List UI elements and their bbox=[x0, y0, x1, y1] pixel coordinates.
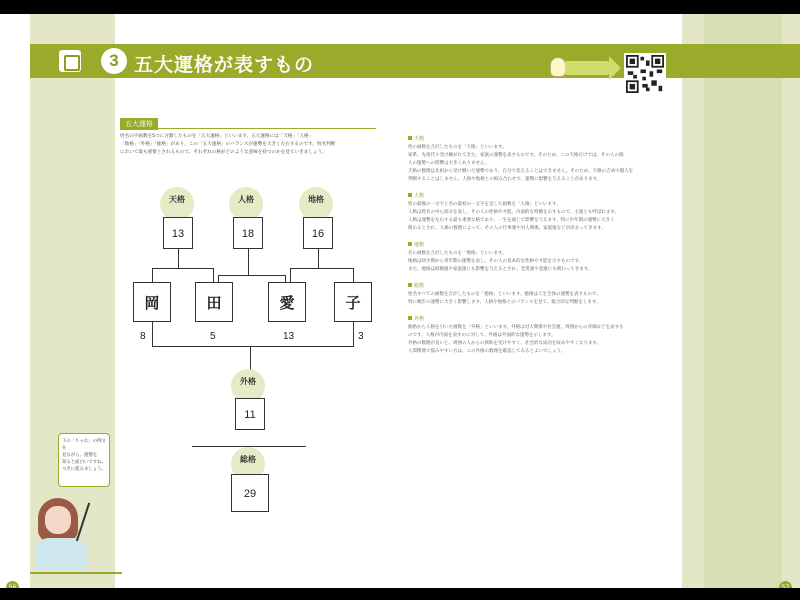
paragraph-line: 天格の数理は先祖から受け継いだ運勢であり、自分で変えることはできません。そのため、天格の吉凶で個人を bbox=[408, 169, 634, 174]
earth-value: 16 bbox=[303, 217, 333, 249]
lightbulb-icon bbox=[550, 57, 566, 77]
label-earth: 地格 bbox=[299, 187, 333, 221]
text-section bbox=[408, 241, 666, 274]
bubble-line: 下の「ちゃお」の例文を bbox=[62, 439, 106, 451]
connector bbox=[318, 249, 319, 268]
connector bbox=[290, 268, 291, 282]
teacher-face bbox=[45, 506, 71, 534]
paragraph-line: 姓の画数を合計したものを「天格」といいます。 bbox=[408, 145, 507, 150]
connector bbox=[353, 322, 354, 346]
connector bbox=[178, 249, 179, 268]
paragraph-line: 名の画数を合計したものを「地格」といいます。 bbox=[408, 251, 507, 256]
heaven-value: 13 bbox=[163, 217, 193, 249]
speech-bubble bbox=[58, 433, 110, 487]
connector bbox=[152, 346, 354, 347]
section-label: 五大運格 bbox=[120, 118, 158, 130]
bottom-rule bbox=[30, 572, 122, 574]
name-char-box: 岡 bbox=[133, 282, 171, 322]
chapter-icon bbox=[59, 50, 81, 72]
paragraph-line: のです。人格が内面を表すのに対して、外格は外面的な運勢を示します。 bbox=[408, 333, 556, 338]
section-number: 3 bbox=[101, 48, 127, 74]
intro-line: 「地格」「外格」「総格」があり、この「五大運格」のバランスが運勢を大きく左右するのです。姓名判断 bbox=[120, 142, 336, 147]
paragraph-line: 地格は幼少期から青年期の運勢を表し、その人の基本的な性格や才能を示すものです。 bbox=[408, 259, 584, 264]
bubble-line: 見ながら、運勢を bbox=[62, 453, 98, 458]
connector bbox=[290, 268, 354, 269]
page-number-right: 57 bbox=[779, 581, 792, 588]
stroke-count: 3 bbox=[358, 331, 364, 342]
connector bbox=[248, 249, 249, 275]
page-title: 五大運格が表すもの bbox=[134, 54, 315, 76]
connector bbox=[218, 275, 286, 276]
bubble-line: 知ると面白いですね。 bbox=[62, 460, 106, 465]
subheading: 総格 bbox=[408, 282, 666, 289]
paragraph-line: 人格は姓名の中心部分を表し、その人の性格や才能、内面的な特徴を示すもので、主運とも呼ばれます。 bbox=[408, 210, 620, 215]
qr-code-icon bbox=[626, 55, 664, 93]
right-side-tab bbox=[704, 14, 782, 588]
intro-line: 姓名の字画数を5つに分類したものを「五大運格」といいます。五大運格には「天格」「人格」 bbox=[120, 134, 314, 139]
name-char-box: 愛 bbox=[268, 282, 306, 322]
paragraph-line: 人間関係で悩みやすい方は、この外格の数理を確認してみるとよいでしょう。 bbox=[408, 349, 566, 354]
subheading: 外格 bbox=[408, 315, 666, 322]
qr-hint-label bbox=[565, 61, 609, 75]
paragraph-line: 人格は運勢を左右する最も重要な格であり、一生を通じて影響を与えます。特に中年期の運勢に大きく bbox=[408, 218, 615, 223]
person-value: 18 bbox=[233, 217, 263, 249]
connector bbox=[285, 275, 286, 282]
intro-line: において最も重要とされるもので、それぞれの格がどのような意味を持つのかを見ていきましょう。 bbox=[120, 150, 327, 155]
paragraph-line: 姓名すべての画数を合計したものを「総格」といいます。総格は人生全体の運勢を表すもので、 bbox=[408, 292, 601, 297]
section-rule bbox=[120, 128, 376, 129]
outer-value: 11 bbox=[235, 398, 265, 430]
total-value: 29 bbox=[231, 474, 269, 512]
subheading: 人格 bbox=[408, 192, 666, 199]
connector bbox=[213, 268, 214, 282]
paragraph-line: 総格から人格を引いた画数を「外格」といいます。外格は対人関係や社会運、周囲からの評価などを表すも bbox=[408, 325, 624, 330]
bubble-line: つぎに進みましょう。 bbox=[62, 467, 106, 472]
intro-text bbox=[120, 133, 376, 157]
text-section bbox=[408, 282, 666, 307]
connector bbox=[152, 322, 153, 346]
paragraph-line: 家系、先祖代々受け継がれてきた、家族の運勢を表すものです。そのため、この天格だけでは、その人の個 bbox=[408, 153, 624, 158]
stroke-count: 5 bbox=[210, 331, 216, 342]
name-char-box: 子 bbox=[334, 282, 372, 322]
right-page-text bbox=[408, 135, 666, 364]
qr-code[interactable] bbox=[624, 53, 666, 95]
label-heaven: 天格 bbox=[160, 187, 194, 221]
connector bbox=[353, 268, 354, 282]
connector bbox=[152, 268, 153, 282]
subheading: 地格 bbox=[408, 241, 666, 248]
arrow-right-icon bbox=[609, 56, 621, 80]
teacher-body bbox=[35, 538, 87, 570]
paragraph-line: 関わるとされ、人格の数理によって、その人の仕事運や対人関係、家庭運などが決まってきます。 bbox=[408, 226, 606, 231]
stroke-count: 8 bbox=[140, 331, 146, 342]
stroke-count: 13 bbox=[283, 331, 295, 342]
connector bbox=[152, 268, 214, 269]
paragraph-line: 姓の最後の一文字と名の最初の一文字を足した画数を「人格」といいます。 bbox=[408, 202, 561, 207]
left-side-column bbox=[30, 14, 115, 588]
text-section bbox=[408, 315, 666, 356]
paragraph-line: 外格の数理が良いと、周囲の人からの援助を受けやすく、社会的な成功を収めやすくなります。 bbox=[408, 341, 602, 346]
paragraph-line: 判断することはしません。人格や地格との組み合わせで、運勢に影響を与えることがあります。 bbox=[408, 177, 602, 182]
subheading: 天格 bbox=[408, 135, 666, 142]
label-total: 総格 bbox=[231, 447, 265, 481]
label-person: 人格 bbox=[229, 187, 263, 221]
name-char-box: 田 bbox=[195, 282, 233, 322]
paragraph-line: 人の運勢への影響は大きくありません。 bbox=[408, 161, 490, 166]
text-section bbox=[408, 135, 666, 184]
paragraph-line: また、地格は結婚運や家庭運にも影響を与えるとされ、恋愛運や金運にも関わってきます。 bbox=[408, 267, 593, 272]
book-spread bbox=[0, 14, 800, 588]
connector bbox=[218, 275, 219, 282]
page-number-left: 56 bbox=[6, 581, 19, 588]
text-section bbox=[408, 192, 666, 233]
label-outer: 外格 bbox=[231, 369, 265, 403]
paragraph-line: 特に晩年の運勢に大きく影響します。人格や地格とのバランスを見て、総合的な判断をします。 bbox=[408, 300, 601, 305]
